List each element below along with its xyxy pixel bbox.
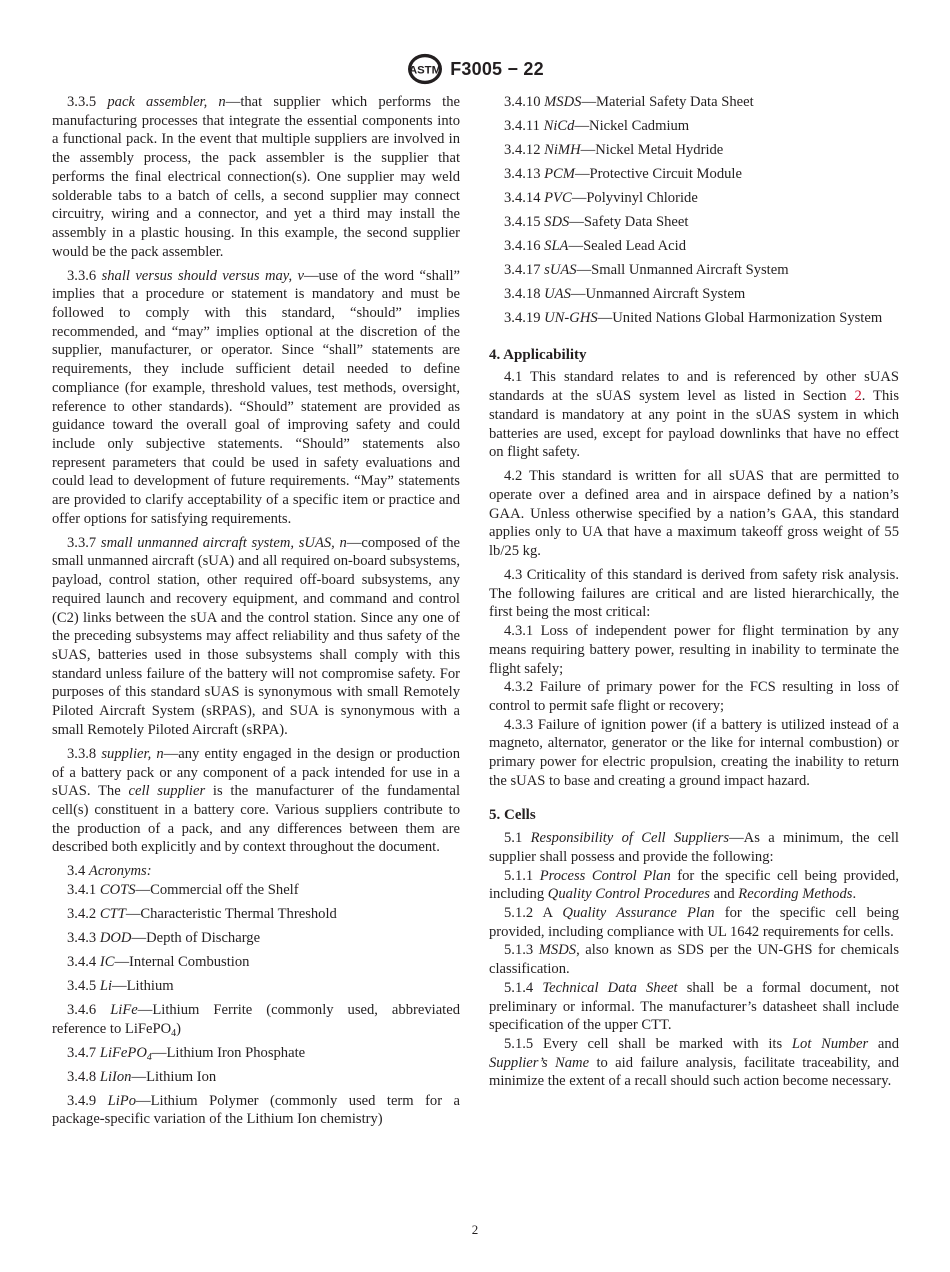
paragraph-5-1: 5.1 Responsibility of Cell Suppliers—As a minimum, the cell supplier shall possess and provide the following:: [489, 830, 899, 865]
document-id: F3005 − 22: [450, 58, 544, 79]
definition-3-3-8: 3.3.8 supplier, n—any entity engaged in the design or production of a battery pack or any component of a pack intended for use in a sUAS. The cell supplier is the manufacturer of the fundamental cell(s) constituent in a battery core. Various suppliers contribute to the production of a pack, and any differences between them are described both explicitly and by context throughout the document.: [52, 745, 460, 856]
paragraph-4-3-3: 4.3.3 Failure of ignition power (if a battery is utilized instead of a magneto, alternator, generator or the like for internal combustion) or primary power for electric propulsion, creating the inability to return the sUAS to base and creating a ground impact hazard.: [489, 716, 899, 789]
section-2-link[interactable]: 2: [854, 388, 862, 405]
paragraph-5-1-2: 5.1.2 A Quality Assurance Plan for the specific cell being provided, including compliance with UL 1642 requirements for cells.: [489, 904, 900, 940]
acronym-item: 3.4.16 SLA—Sealed Lead Acid: [504, 238, 686, 254]
definition-3-3-7: 3.3.7 small unmanned aircraft system, sUAS, n—composed of the small unmanned aircraft (sUA) and all required on-board subsystems, payload, control station, other required off-board subsystems, any required launch and recovery equipment, and command and control (C2) links between the sUA and the control station. Since any one of the preceding subsystems may affect reliability and thus safety of the sUAS, batteries used in those subsystems shall comply with this standard unless failure of the battery will not compromise safety. For purposes of this standard sUAS is synonymous with small Remotely Piloted Aircraft System (sRPAS), and SUA is synonymous with a small Remotely Piloted Aircraft (sRPA).: [52, 534, 460, 738]
acronym-item: 3.4.10 MSDS—Material Safety Data Sheet: [504, 94, 754, 110]
logo-text: ASTM: [409, 64, 442, 77]
astm-logo-icon: [406, 52, 444, 86]
acronym-item: 3.4.18 UAS—Unmanned Aircraft System: [504, 286, 746, 302]
acronym-item: 3.4.6 LiFe—Lithium Ferrite (commonly used, abbreviated reference to LiFePO$_4$): [52, 1002, 460, 1039]
paragraph-5-1-1: 5.1.1 Process Control Plan for the specific cell being provided, including Quality Control Procedures and Recording Methods.: [489, 867, 899, 903]
acronyms-heading: 3.4 Acronyms:: [67, 863, 152, 880]
acronym-item: 3.4.2 CTT—Characteristic Thermal Threshold: [67, 906, 337, 923]
acronym-item: 3.4.13 PCM—Protective Circuit Module: [504, 166, 742, 182]
acronym-item: 3.4.8 LiIon—Lithium Ion: [67, 1068, 217, 1085]
paragraph-5-1-5: 5.1.5 Every cell shall be marked with its Lot Number and Supplier’s Name to aid failure analysis, facilitate traceability, and minimize the extent of a recall should such action become necessary.: [489, 1035, 899, 1090]
acronym-item: 3.4.19 UN-GHS—United Nations Global Harmonization System: [504, 310, 883, 326]
paragraph-5-1-4: 5.1.4 Technical Data Sheet shall be a formal document, not preliminary or informal. The manufacturer’s datasheet shall include specification of the upper CTT.: [489, 979, 899, 1034]
acronym-item: 3.4.11 NiCd—Nickel Cadmium: [504, 118, 690, 134]
page-number: 2: [471, 1222, 479, 1237]
acronym-item: 3.4.1 COTS—Commercial off the Shelf: [67, 882, 299, 899]
section-heading-applicability: 4. Applicability: [489, 346, 587, 363]
right-column: [489, 93, 899, 1091]
page-header: [0, 50, 950, 88]
definition-3-3-5: 3.3.5 pack assembler, n—that supplier which performs the manufacturing processes that integrate the essential components into a functional pack. In the event that multiple suppliers are involved in the assembly process, the pack assembler is the supplier that performs the final electrical connection(s). One supplier may weld solderable tabs to a batch of cells, a second supplier may connect circuitry, wiring and a connector, and yet a third may install the assembly in a plastic housing. In this example, the second supplier would be the pack assembler.: [52, 94, 460, 260]
acronym-item: 3.4.4 IC—Internal Combustion: [67, 954, 250, 971]
acronym-item: 3.4.7 LiFePO$_4$—Lithium Iron Phosphate: [67, 1044, 306, 1063]
section-heading-cells: 5. Cells: [489, 807, 536, 824]
paragraph-5-1-3: 5.1.3 MSDS, also known as SDS per the UN-GHS for chemicals classification.: [489, 942, 899, 978]
definition-3-3-6: 3.3.6 shall versus should versus may, v—use of the word “shall” implies that a procedure or statement is mandatory and must be followed to comply with this standard, “should” implies recommended, and “may” implies optional at the discretion of the supplier, manufacturer, or operator. Since “shall” statements are requirements, they include sufficient detail needed to define compliance (for example, threshold values, test methods, oversight, reference to other standards). “Should” statement are provided as guidance toward the overall goal of improving safety and could include only subjective statements. “Should” statements also represent parameters that could be used in safety evaluations and could lead to development of future requirements. “May” statements are provided to clarify acceptability of a specific item or practice and offer options for satisfying requirements.: [52, 267, 460, 527]
left-column: [52, 93, 460, 1134]
paragraph-4-3-1: 4.3.1 Loss of independent power for flight termination by any means requiring battery power, resulting in inability to terminate the flight safely;: [489, 623, 899, 677]
acronym-item: 3.4.5 Li—Lithium: [67, 978, 174, 995]
paragraph-4-2: 4.2 This standard is written for all sUAS that are permitted to operate over a defined area and in airspace defined by a nation’s GAA. Unless otherwise specified by a nation’s GAA, this standard applies only to UA that have a maximum takeoff gross weight of 55 lb/25 kg.: [489, 468, 899, 560]
acronym-item: 3.4.12 NiMH—Nickel Metal Hydride: [504, 142, 724, 158]
paragraph-4-3: 4.3 Criticality of this standard is derived from safety risk analysis. The following failures are critical and are listed hierarchically, the first being the most critical:: [489, 567, 899, 621]
acronym-item: 3.4.17 sUAS—Small Unmanned Aircraft System: [504, 262, 789, 278]
acronym-item: 3.4.9 LiPo—Lithium Polymer (commonly used term for a package-specific variation of the Lithium Ion chemistry): [52, 1092, 461, 1128]
paragraph-4-1: 4.1 This standard relates to and is referenced by other sUAS standards at the sUAS system level as listed in Section 2. This standard is mandatory at any point in the sUAS system in which batteries are used, except for payload downlinks that have no effect on flight safety.: [489, 369, 899, 461]
acronym-item: 3.4.15 SDS—Safety Data Sheet: [504, 214, 689, 230]
acronym-item: 3.4.14 PVC—Polyvinyl Chloride: [504, 190, 698, 206]
acronym-item: 3.4.3 DOD—Depth of Discharge: [67, 930, 261, 947]
paragraph-4-3-2: 4.3.2 Failure of primary power for the FCS resulting in loss of control to permit safe flight or recovery;: [489, 679, 899, 714]
